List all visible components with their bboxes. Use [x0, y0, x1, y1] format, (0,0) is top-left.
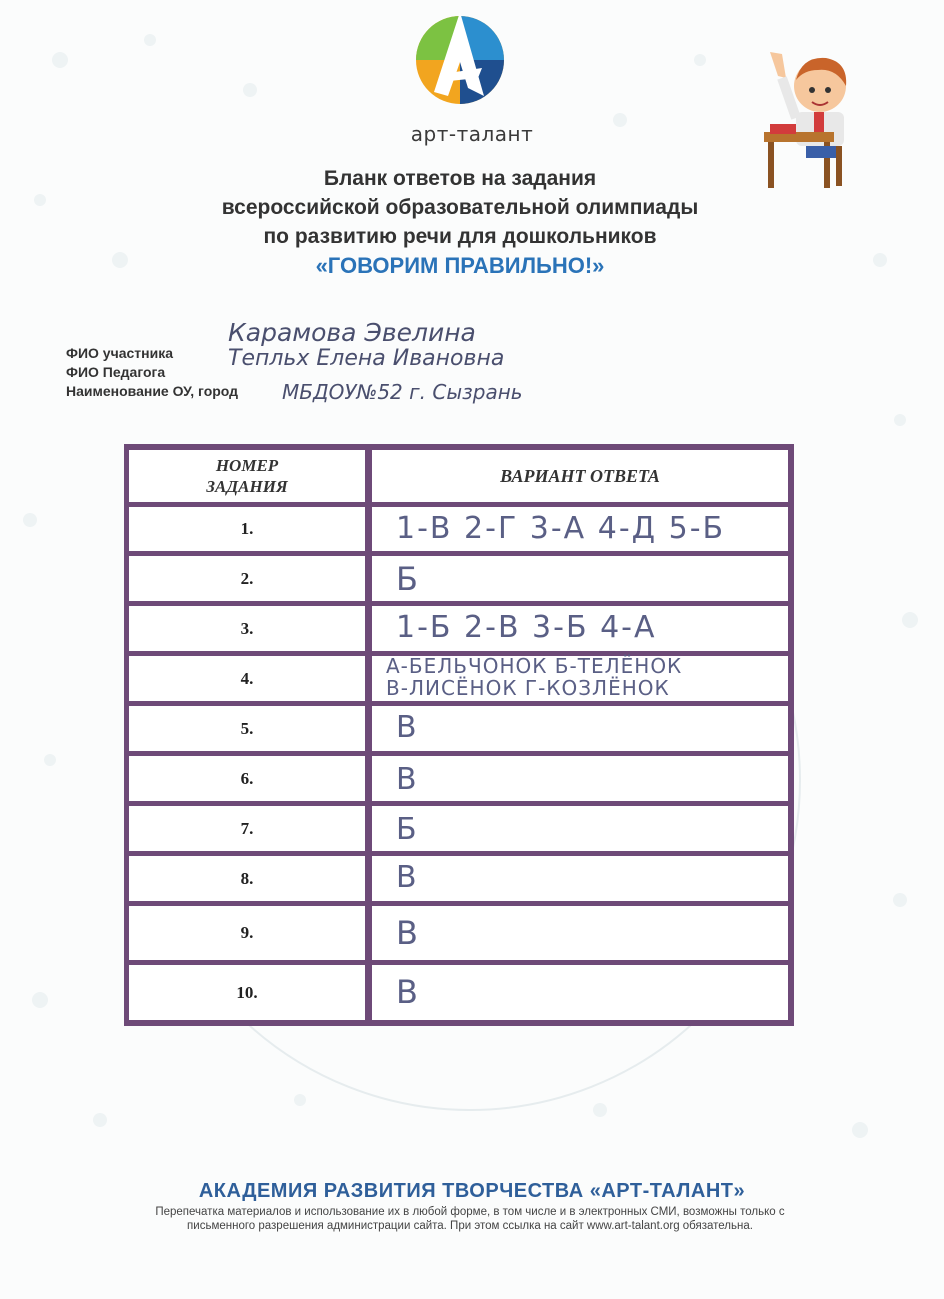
answer-handwritten: Б [396, 812, 419, 847]
answer-cell [372, 965, 788, 1020]
answer-handwritten: 1-Б 2-В 3-Б 4-А [396, 610, 657, 645]
answer-cell [372, 556, 788, 601]
answer-handwritten: В [396, 710, 419, 745]
header-answer-variant: ВАРИАНТ ОТВЕТА [372, 450, 788, 502]
answer-handwritten-line2: В-ЛИСЁНОК Г-КОЗЛЁНОК [386, 676, 670, 700]
title-line-1: Бланк ответов на задания [323, 167, 597, 190]
teacher-name-handwritten: Тепльх Елена Ивановна [228, 346, 505, 371]
task-number: 5. [129, 706, 365, 751]
answer-cell [372, 606, 788, 651]
answer-handwritten: В [396, 914, 420, 952]
copyright-notice [90, 1205, 850, 1233]
task-number: 10. [129, 965, 365, 1020]
answer-cell [372, 856, 788, 901]
answer-handwritten: 1-В 2-Г 3-А 4-Д 5-Б [396, 511, 726, 546]
answers-table [124, 444, 794, 1026]
title-line-2: всероссийской образовательной олимпиады [221, 196, 699, 219]
header-task-number [129, 450, 365, 502]
art-talant-logo [412, 8, 508, 118]
participant-name-handwritten: Карамова Эвелина [228, 318, 476, 347]
task-number: 2. [129, 556, 365, 601]
brand-name: арт-талант [410, 122, 534, 146]
teacher-label: ФИО Педагога [66, 364, 166, 380]
answer-cell [372, 906, 788, 960]
task-number: 3. [129, 606, 365, 651]
answer-handwritten-line1: А-БЕЛЬЧОНОК Б-ТЕЛЁНОК [386, 654, 683, 678]
task-number: 8. [129, 856, 365, 901]
task-number: 7. [129, 806, 365, 851]
answer-cell [372, 756, 788, 801]
answer-cell [372, 507, 788, 551]
answer-handwritten: В [396, 762, 419, 797]
answer-cell [372, 656, 788, 701]
olympiad-name: «ГОВОРИМ ПРАВИЛЬНО!» [315, 253, 605, 278]
header-number-line2: ЗАДАНИЯ [206, 477, 288, 496]
school-label: Наименование ОУ, город [66, 383, 239, 399]
task-number: 4. [129, 656, 365, 701]
answer-handwritten: В [396, 973, 420, 1011]
answer-cell [372, 806, 788, 851]
title-line-3: по развитию речи для дошкольников [263, 225, 657, 248]
participant-info-labels [66, 344, 238, 401]
sheet-title [150, 164, 770, 280]
school-name-handwritten: МБДОУ№52 г. Сызрань [282, 380, 523, 404]
participant-label: ФИО участника [66, 345, 173, 361]
task-number: 1. [129, 507, 365, 551]
copyright-line-2: письменного разрешения администрации сайта. При этом ссылка на сайт www.art-talant.org обязательна. [187, 1220, 753, 1232]
answer-handwritten: Б [396, 560, 420, 598]
header-number-line1: НОМЕР [215, 456, 279, 475]
answer-handwritten: В [396, 860, 419, 895]
answer-cell [372, 706, 788, 751]
copyright-line-1: Перепечатка материалов и использование их в любой форме, в том числе и в электронных СМИ, возможны только с [155, 1206, 785, 1218]
schoolboy-illustration [756, 46, 866, 192]
task-number: 9. [129, 906, 365, 960]
task-number: 6. [129, 756, 365, 801]
academy-name: АКАДЕМИЯ РАЗВИТИЯ ТВОРЧЕСТВА «АРТ-ТАЛАНТ» [198, 1180, 746, 1202]
